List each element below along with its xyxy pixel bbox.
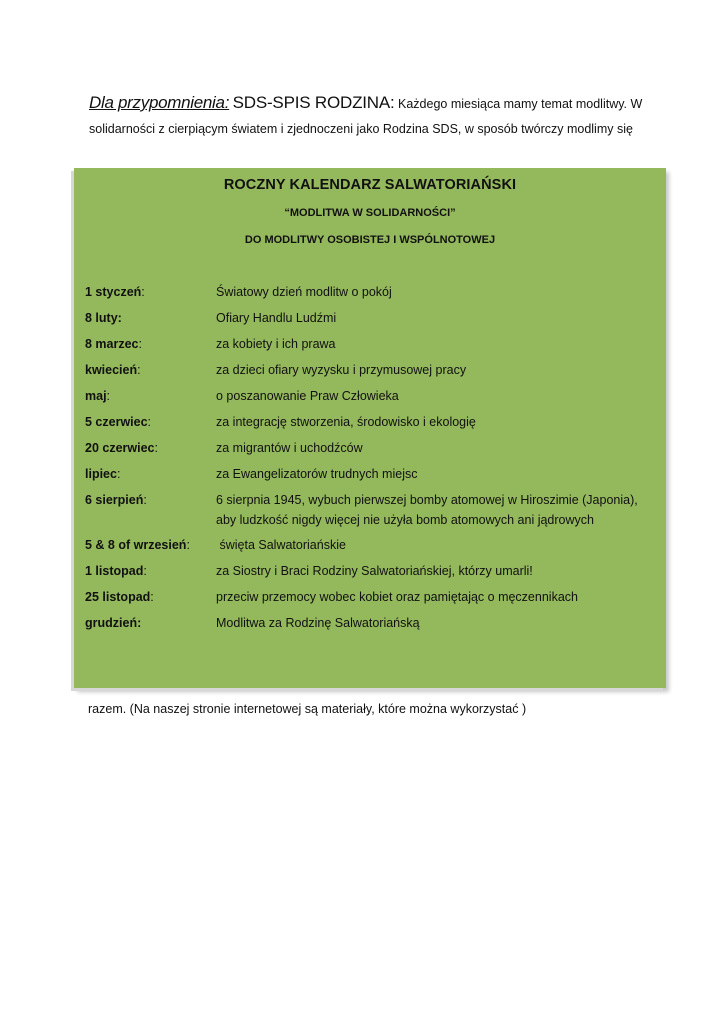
entry-month [85, 386, 215, 406]
entry-description-line2: aby ludzkość nigdy więcej nie użyła bomb atomowych ani jądrowych [216, 513, 594, 527]
entry-description: za dzieci ofiary wyzysku i przymusowej pracy [216, 363, 467, 377]
calendar-box [74, 168, 666, 688]
entry-month [85, 360, 215, 380]
entry-description: za integrację stworzenia, środowisko i ekologię [216, 415, 476, 429]
intro-title: SDS-SPIS RODZINA: [232, 93, 395, 112]
entry-month-label: 6 sierpień [85, 493, 144, 507]
entry-month-label: 1 styczeń [85, 285, 142, 299]
entry-colon: : [143, 564, 147, 578]
entry-colon: : [186, 538, 190, 552]
entry-colon: : [138, 337, 142, 351]
entry-description-line1: 6 sierpnia 1945, wybuch pierwszej bomby atomowej w Hiroszimie (Japonia), [216, 493, 638, 507]
entry-month [85, 438, 215, 458]
entry-month [85, 308, 215, 328]
entry-month-label: 25 listopad [85, 590, 151, 604]
entry-month-label: 5 czerwiec [85, 415, 148, 429]
entry-description: Ofiary Handlu Ludźmi [216, 311, 337, 325]
entry-month [85, 334, 215, 354]
entry-month-label: kwiecień [85, 363, 138, 377]
entry-description: za kobiety i ich prawa [216, 337, 336, 351]
entry-description: święta Salwatoriańskie [216, 538, 346, 552]
entry-month-label: 5 & 8 of wrzesień [85, 538, 187, 552]
intro-lead: Dla przypomnienia: [89, 93, 230, 112]
entry-month [85, 535, 215, 555]
entry-colon: : [141, 285, 145, 299]
entry-description: za migrantów i uchodźców [216, 441, 363, 455]
entry-month-label: 8 marzec [85, 337, 139, 351]
entry-month [85, 282, 215, 302]
entry-colon: : [150, 590, 154, 604]
entry-month-label: maj [85, 389, 107, 403]
calendar-subtitle: DO MODLITWY OSOBISTEJ I WSPÓLNOTOWEJ [244, 234, 496, 246]
entry-month [85, 412, 215, 432]
entry-description: o poszanowanie Praw Człowieka [216, 389, 399, 403]
calendar-title: ROCZNY KALENDARZ SALWATORIAŃSKI [223, 177, 517, 193]
entry-month-label: lipiec [85, 467, 117, 481]
entry-description: Modlitwa za Rodzinę Salwatoriańską [216, 616, 420, 630]
entry-colon: : [137, 363, 141, 377]
entry-colon: : [116, 467, 121, 481]
entry-description [216, 490, 656, 530]
entry-month-label: grudzień: [85, 616, 142, 630]
intro-line1-text: Każdego miesiąca mamy temat modlitwy. W [398, 97, 643, 111]
entry-description: za Ewangelizatorów trudnych miejsc [216, 467, 418, 481]
entry-month [85, 464, 215, 484]
entry-month-label: 1 listopad [85, 564, 144, 578]
entry-colon: : [154, 441, 158, 455]
entry-month [85, 587, 215, 607]
entry-month-label: 8 luty: [85, 311, 122, 325]
entry-description: Światowy dzień modlitw o pokój [216, 285, 392, 299]
intro-line2-text: solidarności z cierpiącym światem i zjednoczeni jako Rodzina SDS, w sposób twórczy modlimy się [89, 122, 633, 136]
entry-month-label: 20 czerwiec [85, 441, 155, 455]
entry-colon: : [106, 389, 111, 403]
entry-colon: : [143, 493, 147, 507]
entry-month [85, 561, 215, 581]
entry-month [85, 490, 215, 510]
entry-description: za Siostry i Braci Rodziny Salwatoriańskiej, którzy umarli! [216, 564, 533, 578]
calendar-subtitle-quote: “MODLITWA W SOLIDARNOŚCI” [284, 207, 456, 219]
calendar-entry [85, 490, 656, 530]
entry-month [85, 613, 215, 633]
outro-text: razem. (Na naszej stronie internetowej są materiały, które można wykorzystać ) [88, 702, 527, 716]
entry-description: przeciw przemocy wobec kobiet oraz pamiętając o męczennikach [216, 590, 578, 604]
intro-paragraph [89, 90, 649, 142]
entry-colon: : [147, 415, 152, 429]
